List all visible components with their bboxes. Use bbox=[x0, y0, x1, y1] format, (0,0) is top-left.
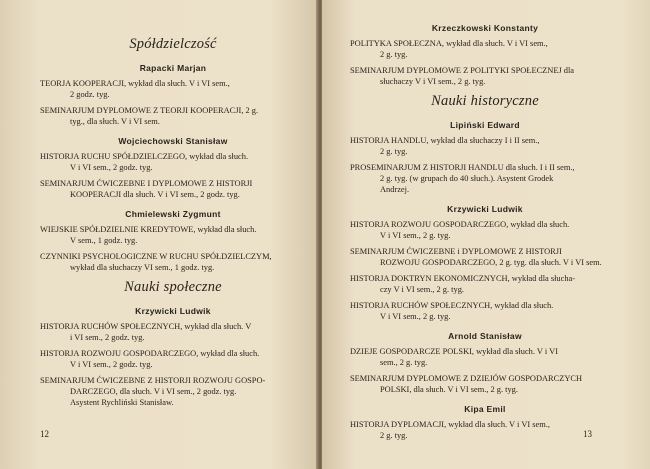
entry-line: 2 g. tyg. bbox=[380, 147, 408, 156]
lecturer-name: Wojciechowski Stanisław bbox=[118, 136, 228, 146]
entry-line: WIEJSKIE SPÓŁDZIELNIE KREDYTOWE, wykład dla słuch. bbox=[40, 225, 257, 234]
section-title: Nauki historyczne bbox=[431, 93, 539, 109]
course-entry bbox=[40, 78, 306, 100]
entry-line: KOOPERACJI dla słuch. V i VI sem., 2 godz. tyg. bbox=[70, 190, 240, 199]
course-entry bbox=[350, 135, 620, 157]
entry-line: TEORJA KOOPERACJI, wykład dla słuch. V i VI sem., bbox=[40, 79, 230, 88]
course-entry bbox=[350, 38, 620, 60]
entry-line: HISTORJA DOKTRYN EKONOMICZNYCH, wykład dla słucha- bbox=[350, 274, 576, 283]
entry-line: POLITYKA SPOŁECZNA, wykład dla słuch. V i VI sem., bbox=[350, 39, 548, 48]
course-entry bbox=[350, 219, 620, 241]
entry-line: V i VI sem., 2 godz. tyg. bbox=[70, 163, 153, 172]
entry-line: ROZWOJU GOSPODARCZEGO, 2 g. tyg. dla słuch. V i VI sem. bbox=[380, 258, 602, 267]
entry-line: Andrzej. bbox=[380, 185, 410, 194]
entry-line: 2 godz. tyg. bbox=[70, 90, 110, 99]
course-entry bbox=[350, 246, 620, 268]
entry-line: HISTORJA HANDLU, wykład dla słuchaczy I i II sem., bbox=[350, 136, 540, 145]
lecturer-name: Lipiński Edward bbox=[450, 120, 520, 130]
entry-line: SEMINARJUM DYPLOMOWE Z DZIEJÓW GOSPODARCZYCH bbox=[350, 374, 583, 383]
course-entry bbox=[40, 178, 306, 200]
page-number: 12 bbox=[40, 429, 49, 439]
entry-line: POLSKI, dla słuch. V i VI sem., 2 g. tyg. bbox=[380, 385, 518, 394]
course-entry bbox=[40, 348, 306, 370]
entry-line: SEMINARJUM ĆWICZEBNE i DYPLOMOWE Z HISTORJI bbox=[350, 247, 562, 256]
section-title: Nauki społeczne bbox=[124, 279, 222, 295]
lecturer-name: Krzywicki Ludwik bbox=[135, 306, 211, 316]
entry-line: 2 g. tyg. bbox=[380, 431, 408, 440]
course-entry bbox=[350, 419, 620, 441]
course-entry bbox=[40, 151, 306, 173]
course-entry bbox=[40, 105, 306, 127]
entry-line: słuchaczy V i VI sem., 2 g. tyg. bbox=[380, 77, 486, 86]
entry-line: sem., 2 g. tyg. bbox=[380, 358, 428, 367]
entry-line: SEMINARJUM ĆWICZEBNE Z HISTORJI ROZWOJU GOSPO- bbox=[40, 376, 266, 385]
course-entry bbox=[350, 373, 620, 395]
course-entry bbox=[40, 375, 306, 408]
entry-line: i VI sem., 2 godz. tyg. bbox=[70, 333, 145, 342]
entry-line: SEMINARJUM DYPLOMOWE Z TEORJI KOOPERACJI, 2 g. bbox=[40, 106, 259, 115]
entry-line: CZYNNIKI PSYCHOLOGICZNE W RUCHU SPÓŁDZIELCZYM, bbox=[40, 252, 272, 261]
entry-line: HISTORJA RUCHÓW SPOŁECZNYCH, wykład dla słuch. V bbox=[40, 322, 252, 331]
course-entry bbox=[350, 273, 620, 295]
entry-line: SEMINARJUM DYPLOMOWE Z POLITYKI SPOŁECZNEJ dla bbox=[350, 66, 575, 75]
entry-line: wykład dla słuchaczy VI sem., 1 godz. tyg. bbox=[70, 263, 215, 272]
entry-line: Asystent Rychliński Stanisław. bbox=[70, 398, 174, 407]
entry-line: DZIEJE GOSPODARCZE POLSKI, wykład dla słuch. V i VI bbox=[350, 347, 558, 356]
section-title: Spółdzielczość bbox=[129, 36, 217, 52]
entry-line: V i VI sem., 2 g. tyg. bbox=[380, 231, 451, 240]
lecturer-name: Chmielewski Zygmunt bbox=[125, 209, 221, 219]
left-page bbox=[0, 0, 318, 469]
entry-line: HISTORJA RUCHÓW SPOŁECZNYCH, wykład dla słuch. bbox=[350, 301, 554, 310]
course-entry bbox=[350, 65, 620, 87]
page-number: 13 bbox=[583, 429, 592, 439]
course-entry bbox=[350, 162, 620, 195]
course-entry bbox=[40, 321, 306, 343]
entry-line: HISTORJA RUCHU SPÓŁDZIELCZEGO, wykład dla słuch. bbox=[40, 152, 249, 161]
entry-line: 2 g. tyg. (w grupach do 40 słuch.). Asystent Grodek bbox=[380, 174, 554, 183]
lecturer-name: Arnold Stanisław bbox=[448, 331, 522, 341]
entry-line: HISTORJA ROZWOJU GOSPODARCZEGO, wykład dla słuch. bbox=[350, 220, 570, 229]
entry-line: HISTORJA DYPLOMACJI, wykład dla słuch. V i VI sem., bbox=[350, 420, 550, 429]
course-entry bbox=[40, 224, 306, 246]
course-entry bbox=[350, 300, 620, 322]
course-entry bbox=[40, 251, 306, 273]
entry-line: DARCZEGO, dla słuch. V i VI sem., 2 godz. tyg. bbox=[70, 387, 237, 396]
entry-line: HISTORJA ROZWOJU GOSPODARCZEGO, wykład dla słuch. bbox=[40, 349, 260, 358]
entry-line: PROSEMINARJUM Z HISTORJI HANDLU dla słuch. I i II sem., bbox=[350, 163, 575, 172]
entry-line: 2 g. tyg. bbox=[380, 50, 408, 59]
lecturer-name: Krzeczkowski Konstanty bbox=[431, 23, 539, 33]
entry-line: V sem., 1 godz. tyg. bbox=[70, 236, 138, 245]
entry-line: czy V i VI sem., 2 g. tyg. bbox=[380, 285, 464, 294]
lecturer-name: Krzywicki Ludwik bbox=[447, 204, 523, 214]
course-entry bbox=[350, 346, 620, 368]
entry-line: V i VI sem., 2 godz. tyg. bbox=[70, 360, 153, 369]
entry-line: SEMINARJUM ĆWICZEBNE I DYPLOMOWE Z HISTORJI bbox=[40, 179, 253, 188]
lecturer-name: Kipa Emil bbox=[464, 404, 506, 414]
entry-line: tyg., dla słuch. V i VI sem. bbox=[70, 117, 160, 126]
entry-line: V i VI sem., 2 g. tyg. bbox=[380, 312, 451, 321]
lecturer-name: Rapacki Marjan bbox=[139, 63, 207, 73]
right-page bbox=[322, 0, 650, 469]
